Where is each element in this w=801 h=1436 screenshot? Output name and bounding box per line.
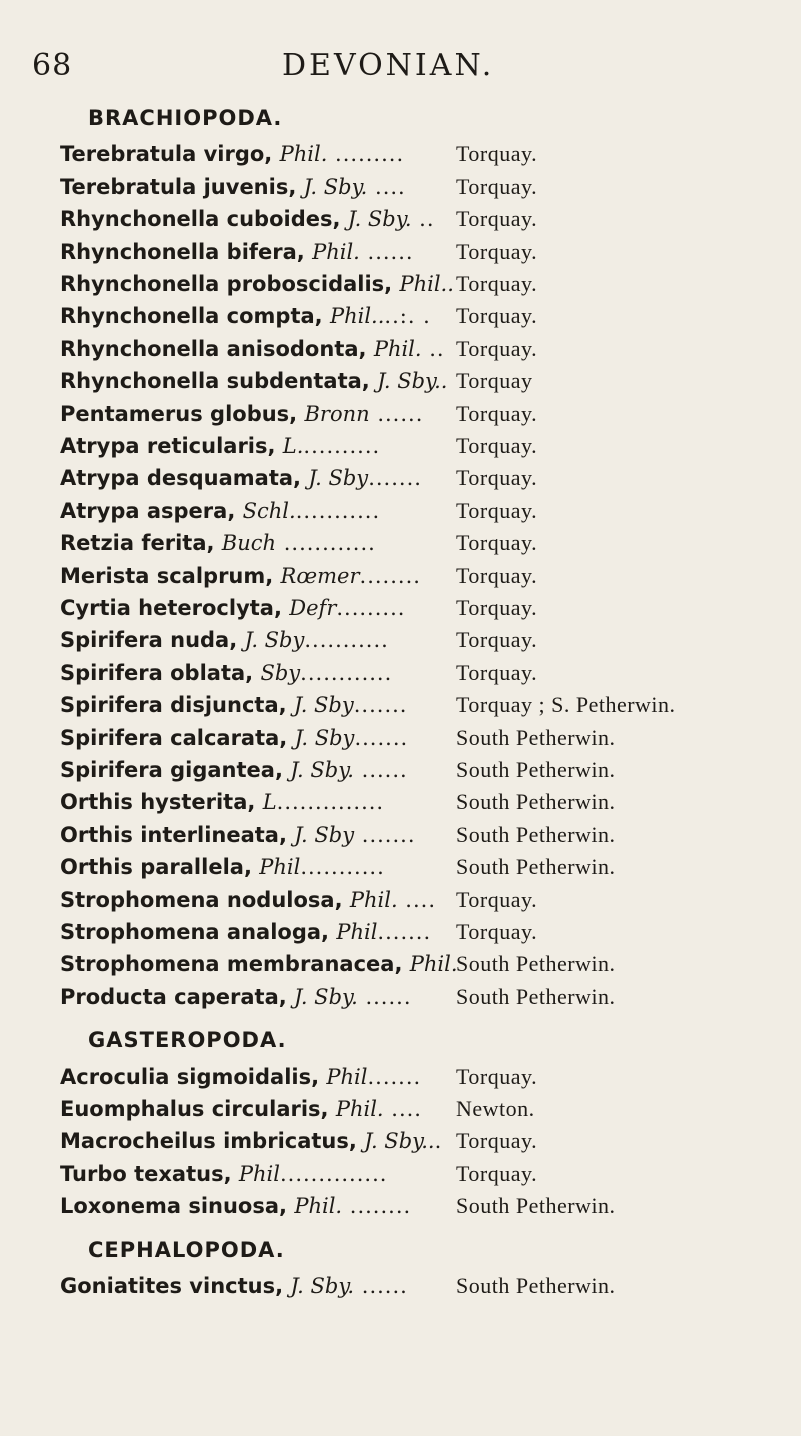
taxon-name: Spirifera gigantea, xyxy=(60,758,291,782)
list-item xyxy=(60,301,800,331)
author-abbreviation: J. Sby xyxy=(308,466,369,491)
list-item xyxy=(60,399,800,429)
species-name xyxy=(60,1094,422,1124)
dot-leader: .. xyxy=(411,207,435,232)
taxon-name: Terebratula juvenis, xyxy=(60,174,304,199)
list-item xyxy=(60,787,800,817)
list-item xyxy=(60,852,800,882)
dot-leader: ....... xyxy=(367,1064,422,1089)
author-abbreviation: Phil xyxy=(238,1161,280,1186)
taxon-name: Retzia ferita, xyxy=(60,531,222,556)
locality: Torquay. xyxy=(456,271,538,296)
taxon-name: Terebratula virgo, xyxy=(60,142,280,167)
list-item xyxy=(60,1191,800,1221)
taxon-name: Euomphalus circularis, xyxy=(60,1097,336,1121)
taxon-name: Producta caperata, xyxy=(60,984,295,1009)
section-title: BRACHIOPODA. xyxy=(88,106,283,130)
list-item xyxy=(60,237,800,267)
list-item xyxy=(60,820,800,850)
locality: Torquay. xyxy=(456,1160,538,1186)
list-item xyxy=(60,1062,800,1092)
locality: South Petherwin. xyxy=(456,724,616,750)
list-item xyxy=(60,1094,800,1124)
author-abbreviation: J. Sby.. xyxy=(377,369,448,394)
species-name xyxy=(60,885,436,915)
locality: Torquay. xyxy=(456,173,538,199)
author-abbreviation: Phil xyxy=(326,1064,368,1089)
species-name xyxy=(60,787,384,817)
taxon-name: Macrocheilus imbricatus, xyxy=(60,1129,365,1154)
locality: Torquay. xyxy=(456,530,538,556)
taxon-name: Goniatites vinctus, xyxy=(60,1274,291,1298)
taxon-name: Rhynchonella anisodonta, xyxy=(60,336,374,361)
list-item xyxy=(60,528,800,558)
list-item xyxy=(60,366,800,396)
dot-leader: ...... xyxy=(369,401,424,426)
page-number: 68 xyxy=(32,48,73,83)
author-abbreviation: Sby xyxy=(260,660,301,685)
taxon-name: Pentamerus globus, xyxy=(60,401,305,426)
species-name xyxy=(60,431,380,461)
dot-leader: ....... xyxy=(353,693,408,718)
dot-leader: ...... xyxy=(359,239,414,264)
species-name xyxy=(60,723,408,753)
dot-leader: ....... xyxy=(368,466,422,491)
author-abbreviation: Phil xyxy=(259,855,301,880)
list-item xyxy=(60,690,800,720)
taxon-name: Spirifera nuda, xyxy=(60,628,245,653)
locality: South Petherwin. xyxy=(456,789,616,815)
species-name xyxy=(60,1271,408,1301)
dot-leader: .......... xyxy=(303,434,381,458)
locality: South Petherwin. xyxy=(456,757,616,782)
author-abbreviation: J. Sby. xyxy=(303,174,368,199)
author-abbreviation: Phil.. xyxy=(329,304,385,329)
species-name xyxy=(60,301,431,331)
species-name xyxy=(60,237,414,267)
locality: South Petherwin. xyxy=(456,1273,616,1298)
taxon-name: Loxonema sinuosa, xyxy=(60,1194,295,1219)
taxon-name: Merista scalprum, xyxy=(60,563,281,588)
dot-leader: ........... xyxy=(304,628,389,653)
species-name xyxy=(60,820,416,850)
locality: Torquay. xyxy=(456,141,538,167)
author-abbreviation: J. Sby. xyxy=(290,758,354,782)
taxon-name: Strophomena membranacea, xyxy=(60,952,410,977)
author-abbreviation: Rœmer xyxy=(280,563,360,588)
list-item xyxy=(60,463,800,493)
author-abbreviation: Phil.. xyxy=(399,272,454,296)
taxon-name: Atrypa aspera, xyxy=(60,498,243,523)
locality: Torquay ; S. Petherwin. xyxy=(456,692,676,718)
locality: Newton. xyxy=(456,1096,535,1121)
species-name xyxy=(60,561,421,591)
author-abbreviation: J. Sby xyxy=(294,822,355,847)
author-abbreviation: Buch xyxy=(221,531,277,556)
page-header xyxy=(32,42,752,92)
taxon-name: Atrypa reticularis, xyxy=(60,434,283,458)
species-name xyxy=(60,755,408,785)
dot-leader: ....... xyxy=(354,725,409,750)
list-item xyxy=(60,917,800,947)
taxon-name: Strophomena nodulosa, xyxy=(60,887,350,912)
section-title: GASTEROPODA. xyxy=(88,1028,287,1053)
list-item xyxy=(60,625,800,655)
dot-leader: . xyxy=(434,1129,443,1154)
locality: Torquay. xyxy=(456,595,538,620)
author-abbreviation: Defr xyxy=(289,596,337,620)
species-name xyxy=(60,658,392,688)
species-name xyxy=(60,172,406,202)
dot-leader: ...... xyxy=(353,758,408,782)
author-abbreviation: J. Sby xyxy=(294,725,355,750)
dot-leader: ......... xyxy=(336,596,406,620)
list-item xyxy=(60,1271,800,1301)
locality: Torquay. xyxy=(456,659,538,685)
species-name xyxy=(60,1191,411,1221)
locality: Torquay. xyxy=(456,562,538,588)
taxon-name: Rhynchonella subdentata, xyxy=(60,369,378,394)
author-abbreviation: J. Sby. xyxy=(347,207,412,232)
taxon-name: Spirifera disjuncta, xyxy=(60,693,294,718)
dot-leader: ............ xyxy=(276,531,376,556)
author-abbreviation: J. Sby. xyxy=(294,984,358,1009)
author-abbreviation: Phil. xyxy=(279,142,328,167)
species-name xyxy=(60,496,380,526)
locality: Torquay. xyxy=(456,627,538,653)
list-item xyxy=(60,561,800,591)
locality: Torquay. xyxy=(456,433,538,458)
species-name xyxy=(60,334,445,364)
species-name xyxy=(60,949,458,979)
dot-leader: .. xyxy=(421,336,445,361)
species-name xyxy=(60,593,405,623)
locality: Torquay xyxy=(456,368,533,394)
author-abbreviation: Phil. xyxy=(312,239,360,264)
locality: Torquay. xyxy=(456,303,538,329)
taxon-name: Cyrtia heteroclyta, xyxy=(60,596,290,620)
dot-leader: ........ xyxy=(359,563,421,588)
species-name xyxy=(60,463,422,493)
taxon-name: Orthis interlineata, xyxy=(60,822,295,847)
list-item xyxy=(60,269,800,299)
locality: South Petherwin. xyxy=(456,1193,616,1219)
list-item xyxy=(60,593,800,623)
list-item xyxy=(60,172,800,202)
species-name xyxy=(60,139,404,169)
author-abbreviation: Phil. xyxy=(349,887,398,912)
dot-leader: .... xyxy=(397,887,437,912)
running-head: DEVONIAN. xyxy=(282,48,495,83)
list-item xyxy=(60,431,800,461)
species-name xyxy=(60,1126,442,1156)
author-abbreviation: Phil. xyxy=(409,952,458,977)
author-abbreviation: Schl. xyxy=(242,498,296,523)
species-name xyxy=(60,625,389,655)
locality: South Petherwin. xyxy=(456,951,616,977)
species-name xyxy=(60,204,435,234)
species-name xyxy=(60,1062,421,1092)
list-item xyxy=(60,885,800,915)
species-name xyxy=(60,982,412,1012)
list-item xyxy=(60,334,800,364)
dot-leader: ......... xyxy=(327,142,405,167)
dot-leader: .... xyxy=(383,1097,422,1121)
dot-leader: ...... xyxy=(354,1274,408,1298)
dot-leader: ....... xyxy=(377,920,432,944)
dot-leader: ........... xyxy=(295,498,381,523)
dot-leader: ..:. . xyxy=(384,304,431,329)
author-abbreviation: J. Sby.. xyxy=(364,1129,435,1154)
locality: Torquay. xyxy=(456,497,538,523)
list-item xyxy=(60,723,800,753)
taxon-name: Acroculia sigmoidalis, xyxy=(60,1064,327,1089)
locality: Torquay. xyxy=(456,335,538,361)
list-item xyxy=(60,496,800,526)
taxon-name: Rhynchonella cuboides, xyxy=(60,207,348,232)
author-abbreviation: Phil xyxy=(336,920,378,944)
taxon-name: Spirifera oblata, xyxy=(60,660,261,685)
section-title: CEPHALOPODA. xyxy=(88,1237,285,1262)
dot-leader: ........ xyxy=(342,1194,412,1219)
dot-leader: ...... xyxy=(357,984,412,1009)
author-abbreviation: L xyxy=(262,790,277,815)
locality: Torquay. xyxy=(456,206,538,232)
taxon-name: Strophomena analoga, xyxy=(60,920,337,944)
species-name xyxy=(60,528,376,558)
locality: South Petherwin. xyxy=(456,821,616,847)
list-item xyxy=(60,1126,800,1156)
taxon-name: Turbo texatus, xyxy=(60,1161,239,1186)
species-name xyxy=(60,399,423,429)
dot-leader: .............. xyxy=(279,1161,388,1186)
author-abbreviation: Bronn xyxy=(304,401,370,426)
author-abbreviation: Phil. xyxy=(294,1194,343,1219)
list-item xyxy=(60,658,800,688)
author-abbreviation: Phil. xyxy=(373,336,422,361)
author-abbreviation: J. Sby. xyxy=(290,1274,355,1298)
taxon-name: Spirifera calcarata, xyxy=(60,725,295,750)
list-item xyxy=(60,204,800,234)
dot-leader: .... xyxy=(367,174,406,199)
species-name xyxy=(60,269,454,299)
list-item xyxy=(60,949,800,979)
dot-leader: ............ xyxy=(300,660,393,685)
species-name xyxy=(60,366,447,396)
locality: Torquay. xyxy=(456,238,538,264)
author-abbreviation: L. xyxy=(282,434,304,458)
dot-leader: ....... xyxy=(354,822,416,847)
taxon-name: Atrypa desquamata, xyxy=(60,466,309,491)
species-name xyxy=(60,917,431,947)
species-name xyxy=(60,690,407,720)
locality: Torquay. xyxy=(456,400,538,426)
locality: South Petherwin. xyxy=(456,983,616,1009)
taxon-name: Rhynchonella proboscidalis, xyxy=(60,272,400,296)
author-abbreviation: J. Sby xyxy=(244,628,305,653)
locality: Torquay. xyxy=(456,1128,538,1154)
species-name xyxy=(60,1159,387,1189)
dot-leader: ........... xyxy=(300,855,385,880)
locality: South Petherwin. xyxy=(456,854,616,880)
author-abbreviation: Phil. xyxy=(335,1097,384,1121)
locality: Torquay. xyxy=(456,919,538,944)
author-abbreviation: J. Sby xyxy=(293,693,354,718)
locality: Torquay. xyxy=(456,1063,538,1089)
list-item xyxy=(60,139,800,169)
taxon-name: Rhynchonella compta, xyxy=(60,304,330,329)
dot-leader: .............. xyxy=(276,790,385,815)
list-item xyxy=(60,755,800,785)
taxon-name: Rhynchonella bifera, xyxy=(60,239,313,264)
taxon-name: Orthis hysterita, xyxy=(60,790,263,815)
taxon-name: Orthis parallela, xyxy=(60,855,260,880)
locality: Torquay. xyxy=(456,465,538,491)
list-item xyxy=(60,1159,800,1189)
locality: Torquay. xyxy=(456,886,538,912)
species-name xyxy=(60,852,385,882)
list-item xyxy=(60,982,800,1012)
